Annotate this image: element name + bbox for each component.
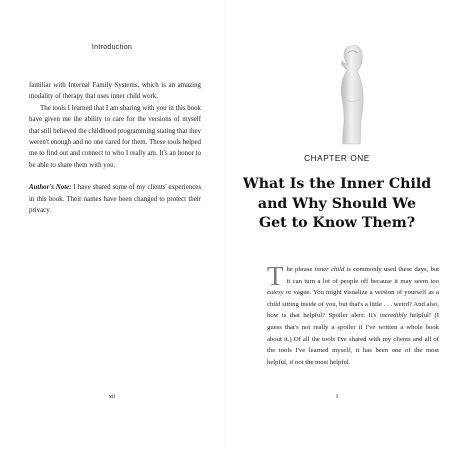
left-body-text (29, 80, 201, 216)
page-number-right: 1 (335, 393, 339, 400)
body-emphasis: cutesy (267, 289, 284, 297)
body-emphasis: incredibly (379, 312, 407, 320)
authors-note (29, 182, 201, 216)
paragraph-spacer (29, 171, 201, 182)
body-text-a: he phrase (286, 266, 315, 273)
body-text-b: is commonly used these days, but it can turn a lot of people off because it may seem too (286, 266, 439, 285)
body-emphasis: inner child (314, 266, 345, 273)
chapter-title-line: Get to Know Them? (258, 215, 416, 232)
drop-cap: T (267, 261, 284, 291)
paragraph-continued: familiar with Internal Family Systems, which is an amazing modality of therapy that uses inner child work. (29, 82, 201, 101)
right-body-text (267, 261, 439, 368)
chapter-title-line: What Is the Inner Child (242, 176, 432, 192)
left-page (0, 0, 224, 449)
page-number-left: xii (108, 393, 116, 400)
authors-note-label: Author's Note: (29, 184, 72, 192)
child-silhouette-icon (330, 40, 376, 146)
opening-paragraph (267, 261, 439, 368)
right-page (225, 0, 449, 449)
chapter-title-line: and Why Should We (257, 195, 417, 212)
running-head: Introduction (91, 44, 133, 51)
authors-note-text: I have shared some of my clients' experiences in this book. Their names have been changed to protect their privacy. (29, 184, 202, 215)
chapter-label: CHAPTER ONE (304, 154, 370, 163)
paragraph-tools: The tools I learned that I am sharing with you in this book have given me the ability to care for the versions of myself that still believed the childhood programming stating that they weren't enough and no one cared for them. These tools helped me to find out and connect to who I really am. It's an honor to be able to share them with you. (29, 104, 201, 169)
body-text-c: or vague. You might visualize a version of yourself as a child sitting inside of you, but that's a little . . . weird? And also, how is that helpful? Spoiler alert: It's (267, 289, 439, 320)
chapter-title (225, 175, 449, 234)
body-text-d: helpful! (I guess that's not really a spoiler if I've written a whole book about it.) Of all the tools I've shared with my clients and all of the tools I've learned myself, it has been one of the most helpful, if not the most helpful. (267, 312, 439, 366)
